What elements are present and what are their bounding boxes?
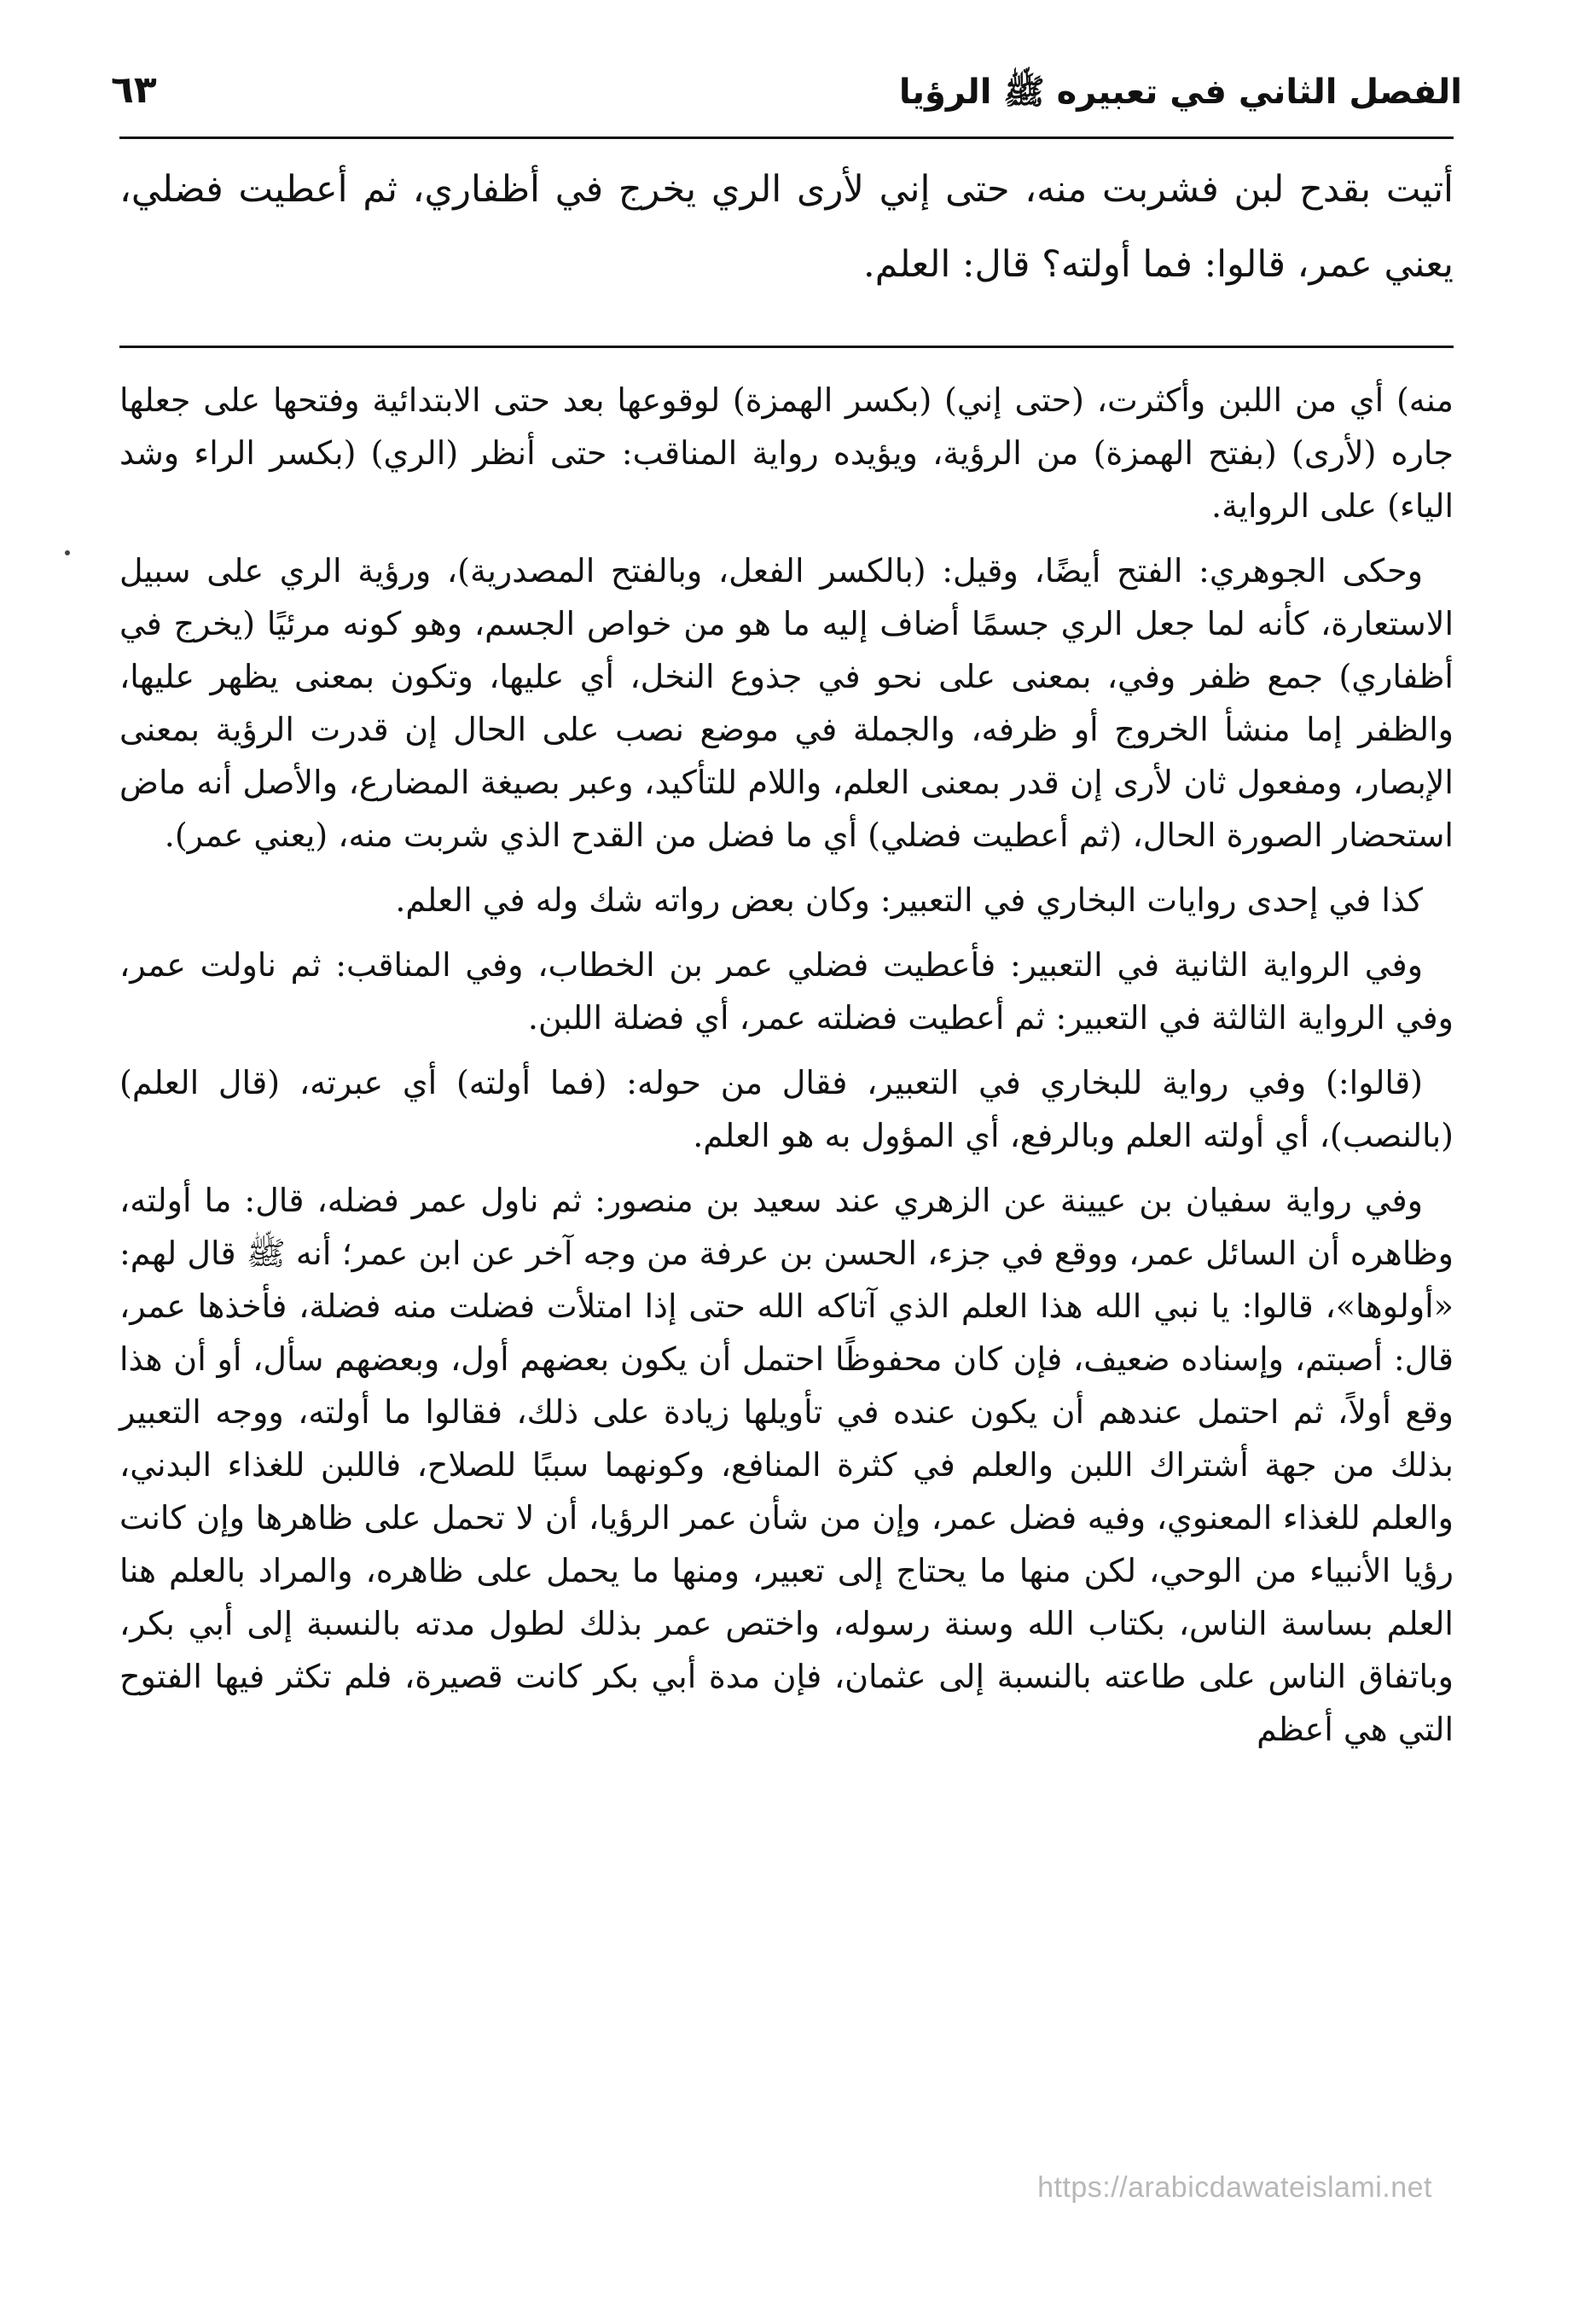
commentary-paragraph: (قالوا:) وفي رواية للبخاري في التعبير، فقال من حوله: (فما أولته) أي عبرته، (قال العلم) (بالنصب)، أي أولته العلم وبالرفع، أي المؤول به هو العلم. xyxy=(119,1064,1454,1154)
commentary-paragraph: وحكى الجوهري: الفتح أيضًا، وقيل: (بالكسر الفعل، وبالفتح المصدرية)، ورؤية الري على سبيل الاستعارة، كأنه لما جعل الري جسمًا أضاف إليه ما هو من خواص الجسم، وهو كونه مرئيًا (يخرج في أظفاري) جمع ظفر وفي، بمعنى على نحو في جذوع النخل، أي عليها، وتكون بمعنى يظهر عليها، والظفر إما منشأ الخروج أو ظرفه، والجملة في موضع نصب على الحال إن قدرت الرؤية بمعنى الإبصار، ومفعول ثان لأرى إن قدر بمعنى العلم، واللام للتأكيد، وعبر بصيغة المضارع، والأصل أنه ماض استحضار الصورة الحال، (ثم أعطيت فضلي) أي ما فضل من القدح الذي شربت منه، (يعني عمر). xyxy=(119,552,1454,854)
commentary xyxy=(119,374,1454,1768)
header-divider xyxy=(119,137,1454,139)
commentary-paragraph: وفي الرواية الثانية في التعبير: فأعطيت فضلي عمر بن الخطاب، وفي المناقب: ثم ناولت عمر، وفي الرواية الثالثة في التعبير: ثم أعطيت فضلته عمر، أي فضلة اللبن. xyxy=(119,946,1454,1037)
watermark-url: https://arabicdawateislami.net xyxy=(1037,2171,1432,2204)
commentary-paragraph: كذا في إحدى روايات البخاري في التعبير: وكان بعض رواته شك وله في العلم. xyxy=(395,881,1423,919)
commentary-paragraph: وفي رواية سفيان بن عيينة عن الزهري عند سعيد بن منصور: ثم ناول عمر فضله، قال: ما أولته، وظاهره أن السائل عمر، ووقع في جزء، الحسن بن عرفة من وجه آخر عن ابن عمر؛ أنه ﷺ قال لهم: «أولوها»، قالوا: يا نبي الله هذا العلم الذي آتاكه الله حتى إذا امتلأت فضلت منه فضلة، فأخذها عمر، قال: أصبتم، وإسناده ضعيف، فإن كان محفوظًا احتمل أن يكون بعضهم أول، وبعضهم سأل، أو أن هذا وقع أولاً، ثم احتمل عندهم أن يكون عنده في تأويلها زيادة على ذلك، فقالوا ما أولته، ووجه التعبير بذلك من جهة أشتراك اللبن والعلم في كثرة المنافع، وكونهما سببًا للصلاح، فاللبن للغذاء البدني، والعلم للغذاء المعنوي، وفيه فضل عمر، وإن من شأن عمر الرؤيا، أن لا تحمل على ظاهرها وإن كانت رؤيا الأنبياء من الوحي، لكن منها ما يحتاج إلى تعبير، ومنها ما يحمل على ظاهره، والمراد بالعلم هنا العلم بساسة الناس، بكتاب الله وسنة رسوله، واختص عمر بذلك لطول مدته بالنسبة إلى أبي بكر، وباتفاق الناس على طاعته بالنسبة إلى عثمان، فإن مدة أبي بكر كانت قصيرة، فلم تكثر فيها الفتوح التي هي أعظم xyxy=(119,1182,1454,1748)
chapter-title: الفصل الثاني في تعبيره ﷺ الرؤيا xyxy=(898,73,1462,112)
text-commentary-divider xyxy=(119,346,1454,348)
margin-speck xyxy=(65,550,70,555)
hadith-text: أتيت بقدح لبن فشربت منه، حتى إني لأرى الري يخرج في أظفاري، ثم أعطيت فضلي، يعني عمر، قالوا: فما أولته؟ قال: العلم. xyxy=(119,168,1454,286)
page-header xyxy=(111,49,1462,112)
commentary-paragraph: منه) أي من اللبن وأكثرت، (حتى إني) (بكسر الهمزة) لوقوعها بعد حتى الابتدائية وفتحها على جعلها جاره (لأرى) (بفتح الهمزة) من الرؤية، ويؤيده رواية المناقب: حتى أنظر (الري) (بكسر الراء وشد الياء) على الرواية. xyxy=(119,381,1454,525)
page-number: ٦٣ xyxy=(111,68,157,112)
